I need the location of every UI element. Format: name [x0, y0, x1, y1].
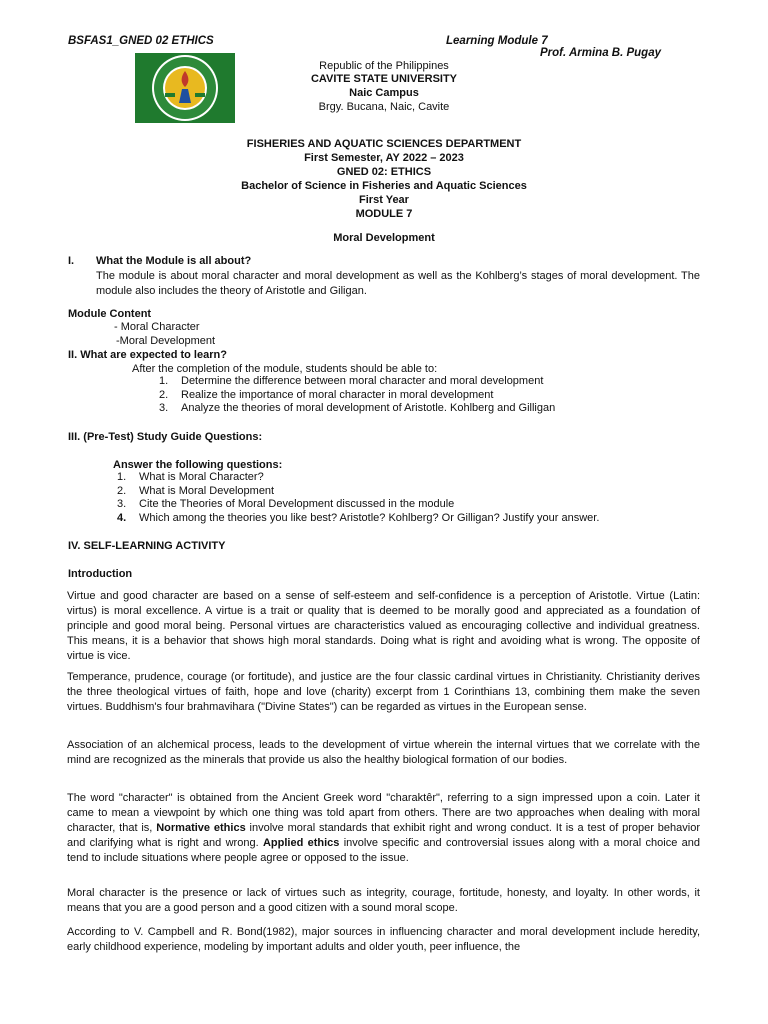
question-number: 3.: [117, 498, 127, 510]
question-item: [117, 498, 454, 510]
question-item: [117, 512, 599, 524]
objective-text: Analyze the theories of moral development of Aristotle. Kohlberg and Gilligan: [181, 402, 556, 414]
objective-item: [159, 402, 555, 414]
section2-intro: After the completion of the module, students should be able to:: [132, 363, 438, 375]
objective-item: [159, 389, 493, 401]
paragraph-moral-character: Moral character is the presence or lack of virtues such as integrity, courage, fortitude, honesty, and loyalty. In other words, it means that you are a good person and a good citizen with a sound moral scope.: [67, 887, 700, 914]
section3-heading: III. (Pre-Test) Study Guide Questions:: [68, 431, 263, 443]
paragraph-character-origin: [67, 791, 700, 866]
section3-prompt: Answer the following questions:: [113, 459, 283, 471]
question-text: What is Moral Development: [139, 485, 275, 497]
address-line: Brgy. Bucana, Naic, Cavite: [318, 101, 450, 113]
module-content-heading: Module Content: [68, 308, 152, 320]
module-topic: Moral Development: [333, 232, 435, 244]
section1-heading: What the Module is all about?: [96, 255, 252, 267]
module-content-item-1: - Moral Character: [114, 321, 200, 333]
year-level: First Year: [359, 194, 409, 206]
question-text: What is Moral Character?: [139, 471, 264, 483]
paragraph-virtue: Virtue and good character are based on a sense of self-esteem and self-confidence is a perception of Aristotle. Virtue (Latin: virtus) is moral excellence. A virtue is a trait or quality that is deemed to be morally good and appreciated as a foundation of principle and good moral being. Personal virtues are characteristics valued as encouraging collective and individual greatness. This means, it is a behavior that shows high moral standards. Doing what is right and avoiding what is wrong. The opposite of virtue is vice.: [67, 590, 700, 662]
paragraph-campbell-bond: According to V. Campbell and R. Bond(1982), major sources in influencing character and moral development include heredity, early childhood experience, modeling by important adults and older youth, peer influence, the: [67, 926, 700, 953]
section2-heading: II. What are expected to learn?: [68, 349, 227, 361]
question-text: Which among the theories you like best? Aristotle? Kohlberg? Or Gilligan? Justify your answer.: [139, 512, 600, 524]
paragraph-cardinal-virtues: Temperance, prudence, courage (or fortitude), and justice are the four classic cardinal virtues in Christianity. Christianity derives the three theological virtues of faith, hope and love (charity) excerpt from 1 Corinthians 13, combining them make the seven virtues. Buddhism's four brahmavihara ("Divine States") can be regarded as virtues in the European sense.: [67, 671, 700, 713]
country-line: Republic of the Philippines: [319, 60, 449, 72]
paragraph-text: involve specific and controversial issues along with a moral choice and tend to include situations where people agree or opposed to the issue.: [67, 837, 700, 864]
header-course-code: BSFAS1_GNED 02 ETHICS: [68, 35, 214, 47]
objective-text: Determine the difference between moral character and moral development: [181, 375, 544, 387]
objective-number: 2.: [159, 389, 169, 401]
module-number: MODULE 7: [355, 208, 413, 220]
section1-numeral: I.: [68, 255, 75, 267]
objective-number: 3.: [159, 402, 169, 414]
university-name: CAVITE STATE UNIVERSITY: [310, 73, 458, 85]
applied-ethics-term: Applied ethics: [262, 837, 340, 849]
question-number: 2.: [117, 485, 127, 497]
question-item: [117, 471, 264, 483]
course-code: GNED 02: ETHICS: [336, 166, 432, 178]
question-text: Cite the Theories of Moral Development discussed in the module: [139, 498, 455, 510]
objective-text: Realize the importance of moral character in moral development: [181, 389, 494, 401]
header-module-label: Learning Module 7: [446, 35, 548, 47]
question-number: 1.: [117, 471, 127, 483]
module-content-item-2: -Moral Development: [116, 335, 216, 347]
paragraph-alchemical: Association of an alchemical process, leads to the development of virtue wherein the internal virtues that we correlate with the mind are recognized as the minerals that provide us also the healthy biological formation of our bodies.: [67, 739, 700, 766]
semester-line: First Semester, AY 2022 – 2023: [304, 152, 464, 164]
question-number: 4.: [117, 512, 127, 524]
section4-heading: IV. SELF-LEARNING ACTIVITY: [68, 540, 226, 552]
normative-ethics-term: Normative ethics: [156, 822, 246, 834]
program-name: Bachelor of Science in Fisheries and Aquatic Sciences: [241, 180, 527, 192]
department-name: FISHERIES AND AQUATIC SCIENCES DEPARTMENT: [246, 138, 522, 150]
objective-item: [159, 375, 543, 387]
section1-body: The module is about moral character and moral development as well as the Kohlberg’s stages of moral development. The module also includes the theory of Aristotle and Giligan.: [96, 270, 700, 297]
paragraph-text: The word "character" is obtained from the Ancient Greek word "charaktêr", referring to a sign impressed upon a coin. Later it came to mean a viewpoint by which one thing was told apart from others. There are two approaches when dealing with moral character, that is,: [67, 792, 700, 834]
introduction-heading: Introduction: [68, 568, 133, 580]
question-item: [117, 485, 274, 497]
objective-number: 1.: [159, 375, 169, 387]
campus-name: Naic Campus: [349, 87, 419, 99]
paragraph-text: involve moral standards that exhibit right and wrong conduct. It is a test of proper behavior and clarifying what is right and wrong.: [67, 822, 700, 849]
header-author: Prof. Armina B. Pugay: [540, 47, 661, 59]
